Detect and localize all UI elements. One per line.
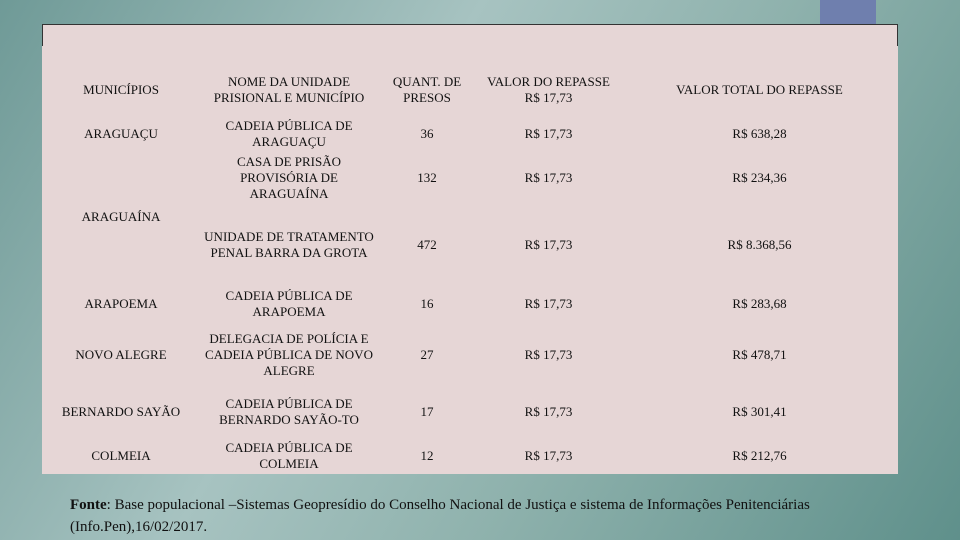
- cell-valor: R$ 17,73: [476, 324, 621, 386]
- cell-municipio: BERNARDO SAYÃO: [42, 386, 200, 438]
- table-row: [42, 150, 898, 206]
- cell-unidade: DELEGACIA DE POLÍCIA E CADEIA PÚBLICA DE NOVO ALEGRE: [200, 324, 378, 386]
- cell-municipio: COLMEIA: [42, 438, 200, 474]
- table-row: [42, 386, 898, 438]
- cell-quant: 132: [378, 150, 476, 206]
- col-header-valor: VALOR DO REPASSE R$ 17,73: [476, 46, 621, 118]
- cell-valor: R$ 17,73: [476, 118, 621, 150]
- cell-unidade: CADEIA PÚBLICA DE ARAGUAÇU: [200, 118, 378, 150]
- cell-municipio: NOVO ALEGRE: [42, 324, 200, 386]
- cell-total: R$ 301,41: [621, 386, 898, 438]
- cell-total: R$ 8.368,56: [621, 206, 898, 284]
- table-row: [42, 324, 898, 386]
- cell-unidade: CADEIA PÚBLICA DE BERNARDO SAYÃO-TO: [200, 386, 378, 438]
- cell-quant: 472: [378, 206, 476, 284]
- cell-unidade: UNIDADE DE TRATAMENTO PENAL BARRA DA GROTA: [200, 206, 378, 284]
- cell-unidade: CADEIA PÚBLICA DE COLMEIA: [200, 438, 378, 474]
- cell-valor: R$ 17,73: [476, 438, 621, 474]
- header-row: [42, 46, 898, 118]
- cell-valor: R$ 17,73: [476, 206, 621, 284]
- cell-total: R$ 638,28: [621, 118, 898, 150]
- cell-total: R$ 283,68: [621, 284, 898, 324]
- cell-quant: 36: [378, 118, 476, 150]
- cell-valor: R$ 17,73: [476, 150, 621, 206]
- cell-municipio: ARAGUAÍNA: [42, 150, 200, 284]
- cell-municipio: ARAGUAÇU: [42, 118, 200, 150]
- col-header-municipios: MUNICÍPIOS: [42, 46, 200, 118]
- cell-valor: R$ 17,73: [476, 284, 621, 324]
- cell-municipio: ARAPOEMA: [42, 284, 200, 324]
- cell-unidade: CADEIA PÚBLICA DE ARAPOEMA: [200, 284, 378, 324]
- cell-total: R$ 212,76: [621, 438, 898, 474]
- cell-quant: 12: [378, 438, 476, 474]
- cell-quant: 27: [378, 324, 476, 386]
- corner-accent: [820, 0, 876, 24]
- cell-unidade: CASA DE PRISÃO PROVISÓRIA DE ARAGUAÍNA: [200, 150, 378, 206]
- cell-valor: R$ 17,73: [476, 386, 621, 438]
- col-header-total: VALOR TOTAL DO REPASSE: [621, 46, 898, 118]
- cell-total: R$ 478,71: [621, 324, 898, 386]
- source-note: [70, 494, 900, 538]
- cell-quant: 16: [378, 284, 476, 324]
- col-header-quant: QUANT. DE PRESOS: [378, 46, 476, 118]
- col-header-unidade: NOME DA UNIDADE PRISIONAL E MUNICÍPIO: [200, 46, 378, 118]
- cell-total: R$ 234,36: [621, 150, 898, 206]
- pnaisp-table: [42, 46, 898, 474]
- cell-quant: 17: [378, 386, 476, 438]
- table-row: [42, 438, 898, 474]
- table-row: [42, 284, 898, 324]
- source-text: : Base populacional –Sistemas Geopresídio do Conselho Nacional de Justiça e sistema de Informações Penitenciárias (Info.Pen),16/02/2017.: [70, 497, 810, 535]
- source-label: Fonte: [70, 497, 107, 513]
- table-row: [42, 118, 898, 150]
